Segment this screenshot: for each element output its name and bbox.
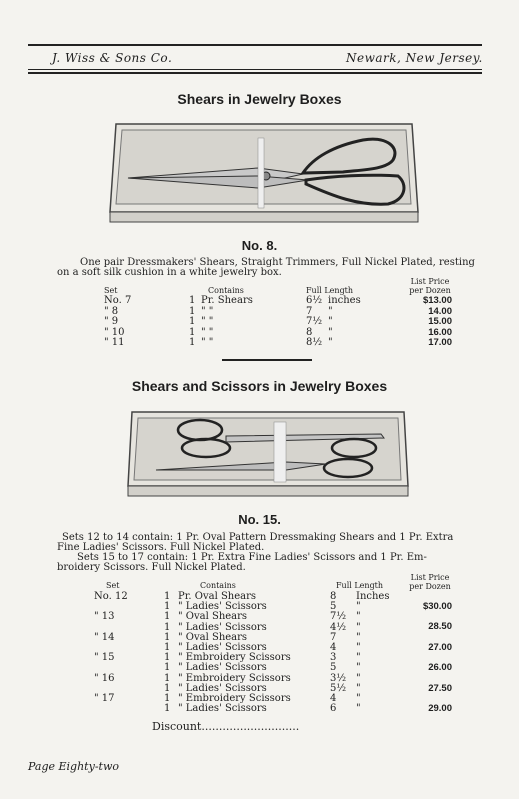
row-qty: 1 <box>164 611 171 623</box>
row-qty: 1 <box>164 662 171 674</box>
row-price: 17.00 <box>428 337 452 348</box>
row-contains: Pr. Oval Shears <box>178 591 257 602</box>
row-set: " 8 <box>104 305 119 317</box>
row-length: 7½ <box>330 611 347 623</box>
section1-description-line2: on a soft silk cushion in a white jewelry box. <box>57 267 282 278</box>
row-contains: " Oval Shears <box>178 631 248 643</box>
row-qty: 1 <box>164 631 171 643</box>
row-length: 8½ <box>306 337 323 348</box>
row-qty: 1 <box>164 621 171 633</box>
row-qty: 1 <box>189 295 196 306</box>
row-qty: 1 <box>164 591 171 602</box>
section2-col-length: Full Length <box>336 581 384 590</box>
row-length: 5 <box>330 662 337 674</box>
row-contains: " Ladies' Scissors <box>178 601 267 613</box>
row-unit: " <box>356 693 361 704</box>
row-unit: " <box>356 682 361 694</box>
section1-col-contains: Contains <box>208 286 244 295</box>
section2-description-line4: broidery Scissors. Full Nickel Plated. <box>57 562 246 573</box>
header-top-rule <box>28 44 482 46</box>
row-set: " 11 <box>104 337 125 348</box>
row-length: 7½ <box>306 316 323 327</box>
row-qty: 1 <box>164 652 171 664</box>
row-contains: " " <box>201 337 214 348</box>
row-qty: 1 <box>189 326 196 338</box>
row-qty: 1 <box>164 703 171 715</box>
row-qty: 1 <box>164 693 171 704</box>
row-contains: " Ladies' Scissors <box>178 703 267 715</box>
row-unit: " <box>328 305 333 317</box>
row-set: " 10 <box>104 326 125 338</box>
row-length: 7 <box>330 631 337 643</box>
row-qty: 1 <box>189 337 196 348</box>
item-number-8: No. 8. <box>241 238 278 253</box>
company-location: Newark, New Jersey. <box>346 51 483 65</box>
row-length: 5 <box>330 601 337 613</box>
row-price: $13.00 <box>422 295 452 306</box>
row-length: 8 <box>306 326 313 338</box>
set-price: 27.00 <box>428 641 452 653</box>
row-contains: " Ladies' Scissors <box>178 642 267 653</box>
row-qty: 1 <box>164 672 171 684</box>
section1-title: Shears in Jewelry Boxes <box>177 91 342 107</box>
row-qty: 1 <box>164 682 171 694</box>
section-divider <box>222 359 312 361</box>
row-set: " 16 <box>94 672 115 684</box>
section1-col-length: Full Length <box>306 286 354 295</box>
row-length: 3 <box>330 652 337 664</box>
shears-box-image <box>108 118 420 224</box>
row-unit: " <box>356 601 361 613</box>
item-number-15: No. 15. <box>238 512 281 527</box>
row-unit: Inches <box>356 591 390 602</box>
row-length: 4 <box>330 642 337 653</box>
row-price: 14.00 <box>428 305 452 317</box>
set-price: 26.00 <box>428 662 452 674</box>
row-length: 3½ <box>330 672 347 684</box>
section2-col-price: List Price per Dozen <box>409 573 451 591</box>
section1-col-set: Set <box>104 286 118 295</box>
row-contains: Pr. Shears <box>201 295 253 306</box>
section1-col-price: List Price per Dozen <box>409 277 451 295</box>
section2-col-set: Set <box>106 581 120 590</box>
row-qty: 1 <box>189 316 196 327</box>
row-length: 6½ <box>306 295 323 306</box>
row-unit: " <box>328 326 333 338</box>
row-unit: " <box>356 672 361 684</box>
row-qty: 1 <box>189 305 196 317</box>
row-length: 7 <box>306 305 313 317</box>
company-name: J. Wiss & Sons Co. <box>52 51 173 65</box>
row-price: 16.00 <box>428 326 452 338</box>
set-price: 29.00 <box>428 703 452 714</box>
row-contains: " Oval Shears <box>178 611 248 623</box>
row-unit: " <box>356 642 361 653</box>
row-contains: " Ladies' Scissors <box>178 682 267 694</box>
section2-title: Shears and Scissors in Jewelry Boxes <box>131 378 388 394</box>
row-set: " 13 <box>94 611 115 623</box>
section2-col-contains: Contains <box>200 581 236 590</box>
page-number: Page Eighty-two <box>28 760 119 773</box>
row-length: 4½ <box>330 621 347 633</box>
row-contains: " Embroidery Scissors <box>178 672 291 684</box>
row-unit: " <box>328 316 333 327</box>
row-set: No. 7 <box>104 295 132 306</box>
set-price: 27.50 <box>428 682 452 694</box>
row-length: 8 <box>330 591 337 602</box>
row-unit: " <box>356 662 361 674</box>
row-contains: " " <box>201 316 214 327</box>
section1-description-line1: One pair Dressmakers' Shears, Straight Trimmers, Full Nickel Plated, resting <box>80 257 475 268</box>
row-unit: " <box>328 337 333 348</box>
row-unit: " <box>356 611 361 623</box>
header-rule <box>28 69 482 70</box>
row-length: 5½ <box>330 682 347 694</box>
row-set: No. 12 <box>94 591 128 602</box>
set-price: $30.00 <box>422 601 452 612</box>
row-unit: " <box>356 703 361 715</box>
row-contains: " Embroidery Scissors <box>178 693 291 704</box>
header-bottom-rule <box>28 72 482 74</box>
row-unit: " <box>356 652 361 664</box>
row-set: " 15 <box>94 652 115 664</box>
row-qty: 1 <box>164 601 171 613</box>
row-contains: " " <box>201 326 214 338</box>
row-price: 15.00 <box>428 316 452 327</box>
set-price: 28.50 <box>428 621 452 633</box>
row-contains: " Ladies' Scissors <box>178 662 267 674</box>
row-contains: " Embroidery Scissors <box>178 652 291 664</box>
row-unit: " <box>356 621 361 633</box>
discount-line: Discount............................ <box>152 720 300 733</box>
row-contains: " " <box>201 305 214 317</box>
row-contains: " Ladies' Scissors <box>178 621 267 633</box>
row-unit: inches <box>328 295 361 306</box>
row-qty: 1 <box>164 642 171 653</box>
row-length: 6 <box>330 703 337 715</box>
section2-description-line1: Sets 12 to 14 contain: 1 Pr. Oval Pattern Dressmaking Shears and 1 Pr. Extra <box>62 532 454 543</box>
row-set: " 17 <box>94 693 115 704</box>
section2-description-line3: Sets 15 to 17 contain: 1 Pr. Extra Fine Ladies' Scissors and 1 Pr. Em- <box>77 552 427 563</box>
row-unit: " <box>356 631 361 643</box>
shears-scissors-box-image <box>126 408 410 502</box>
row-set: " 14 <box>94 631 115 643</box>
section2-description-line2: Fine Ladies' Scissors. Full Nickel Plated. <box>57 542 265 553</box>
row-set: " 9 <box>104 316 119 327</box>
row-length: 4 <box>330 693 337 704</box>
